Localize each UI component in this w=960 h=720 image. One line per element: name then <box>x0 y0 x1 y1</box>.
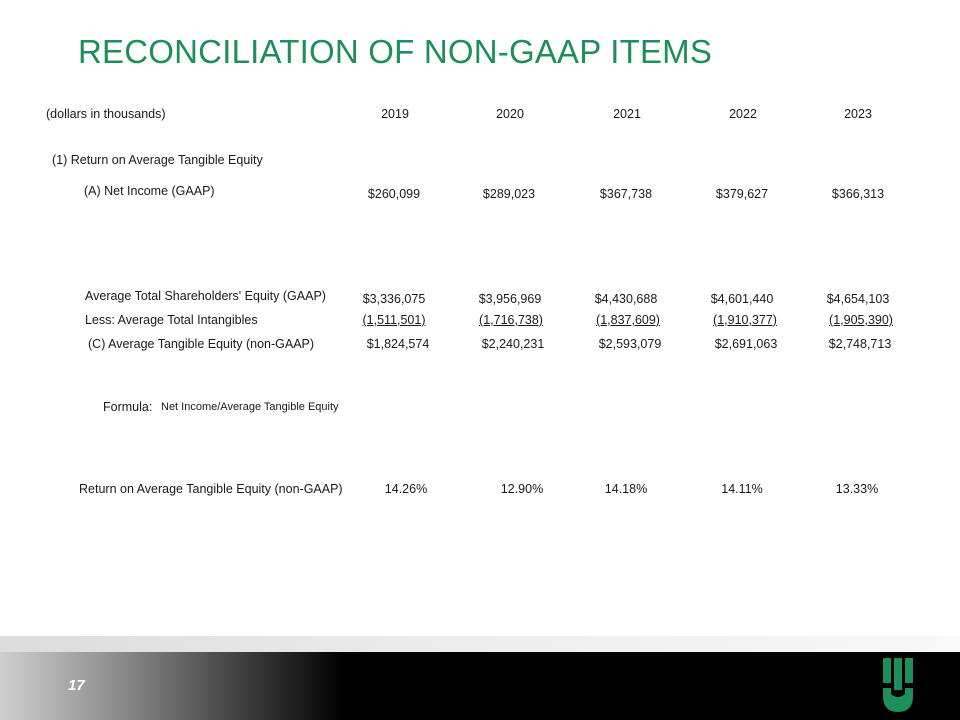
avg-tangible-equity-label: (C) Average Tangible Equity (non-GAAP) <box>88 337 315 351</box>
return-tangible-equity-value: 14.11% <box>721 482 763 496</box>
avg-tangible-equity-value: $2,593,079 <box>598 337 662 351</box>
year-header: 2020 <box>496 107 524 121</box>
year-header: 2022 <box>729 107 757 121</box>
avg-intangibles-value: (1,910,377) <box>713 313 777 327</box>
net-income-value: $260,099 <box>367 187 421 201</box>
formula-label: Formula: <box>103 400 153 414</box>
footer-band <box>0 652 960 720</box>
avg-tangible-equity-value: $2,240,231 <box>481 337 545 351</box>
formula-text: Net Income/Average Tangible Equity <box>161 401 339 413</box>
return-tangible-equity-value: 14.26% <box>384 482 428 496</box>
year-header: 2021 <box>613 107 641 121</box>
avg-equity-value: $3,336,075 <box>362 292 426 306</box>
avg-equity-value: $4,654,103 <box>826 292 890 306</box>
net-income-value: $289,023 <box>482 187 536 201</box>
page-title: RECONCILIATION OF NON-GAAP ITEMS <box>78 33 713 70</box>
avg-intangibles-value: (1,511,501) <box>362 313 426 327</box>
logo-base <box>883 688 913 712</box>
avg-tangible-equity-value: $1,824,574 <box>366 337 430 351</box>
year-header: 2023 <box>844 107 872 121</box>
return-tangible-equity-value: 13.33% <box>835 482 879 496</box>
avg-tangible-equity-value: $2,748,713 <box>828 337 892 351</box>
avg-equity-value: $4,601,440 <box>710 292 774 306</box>
return-tangible-equity-value: 12.90% <box>500 482 544 496</box>
company-logo-icon <box>883 658 913 712</box>
return-tangible-equity-label: Return on Average Tangible Equity (non-GAAP) <box>79 482 343 496</box>
net-income-value: $367,738 <box>599 187 653 201</box>
logo-right-bar <box>905 658 913 683</box>
avg-tangible-equity-value: $2,691,063 <box>714 337 778 351</box>
avg-equity-label: Average Total Shareholders' Equity (GAAP) <box>85 289 326 303</box>
logo-center-bar <box>894 658 902 690</box>
logo-left-bar <box>883 658 891 683</box>
net-income-value: $379,627 <box>715 187 769 201</box>
year-header: 2019 <box>381 107 409 121</box>
page-number: 17 <box>68 677 85 694</box>
return-tangible-equity-value: 14.18% <box>604 482 648 496</box>
avg-equity-value: $3,956,969 <box>478 292 542 306</box>
net-income-label: (A) Net Income (GAAP) <box>84 184 215 198</box>
avg-intangibles-label: Less: Average Total Intangibles <box>85 313 258 327</box>
avg-equity-value: $4,430,688 <box>594 292 658 306</box>
avg-intangibles-value: (1,716,738) <box>479 313 543 327</box>
footer-divider <box>0 636 960 652</box>
section-heading: (1) Return on Average Tangible Equity <box>52 153 263 167</box>
net-income-value: $366,313 <box>831 187 885 201</box>
avg-intangibles-value: (1,837,609) <box>596 313 660 327</box>
avg-intangibles-value: (1,905,390) <box>829 313 893 327</box>
units-label: (dollars in thousands) <box>46 107 166 121</box>
